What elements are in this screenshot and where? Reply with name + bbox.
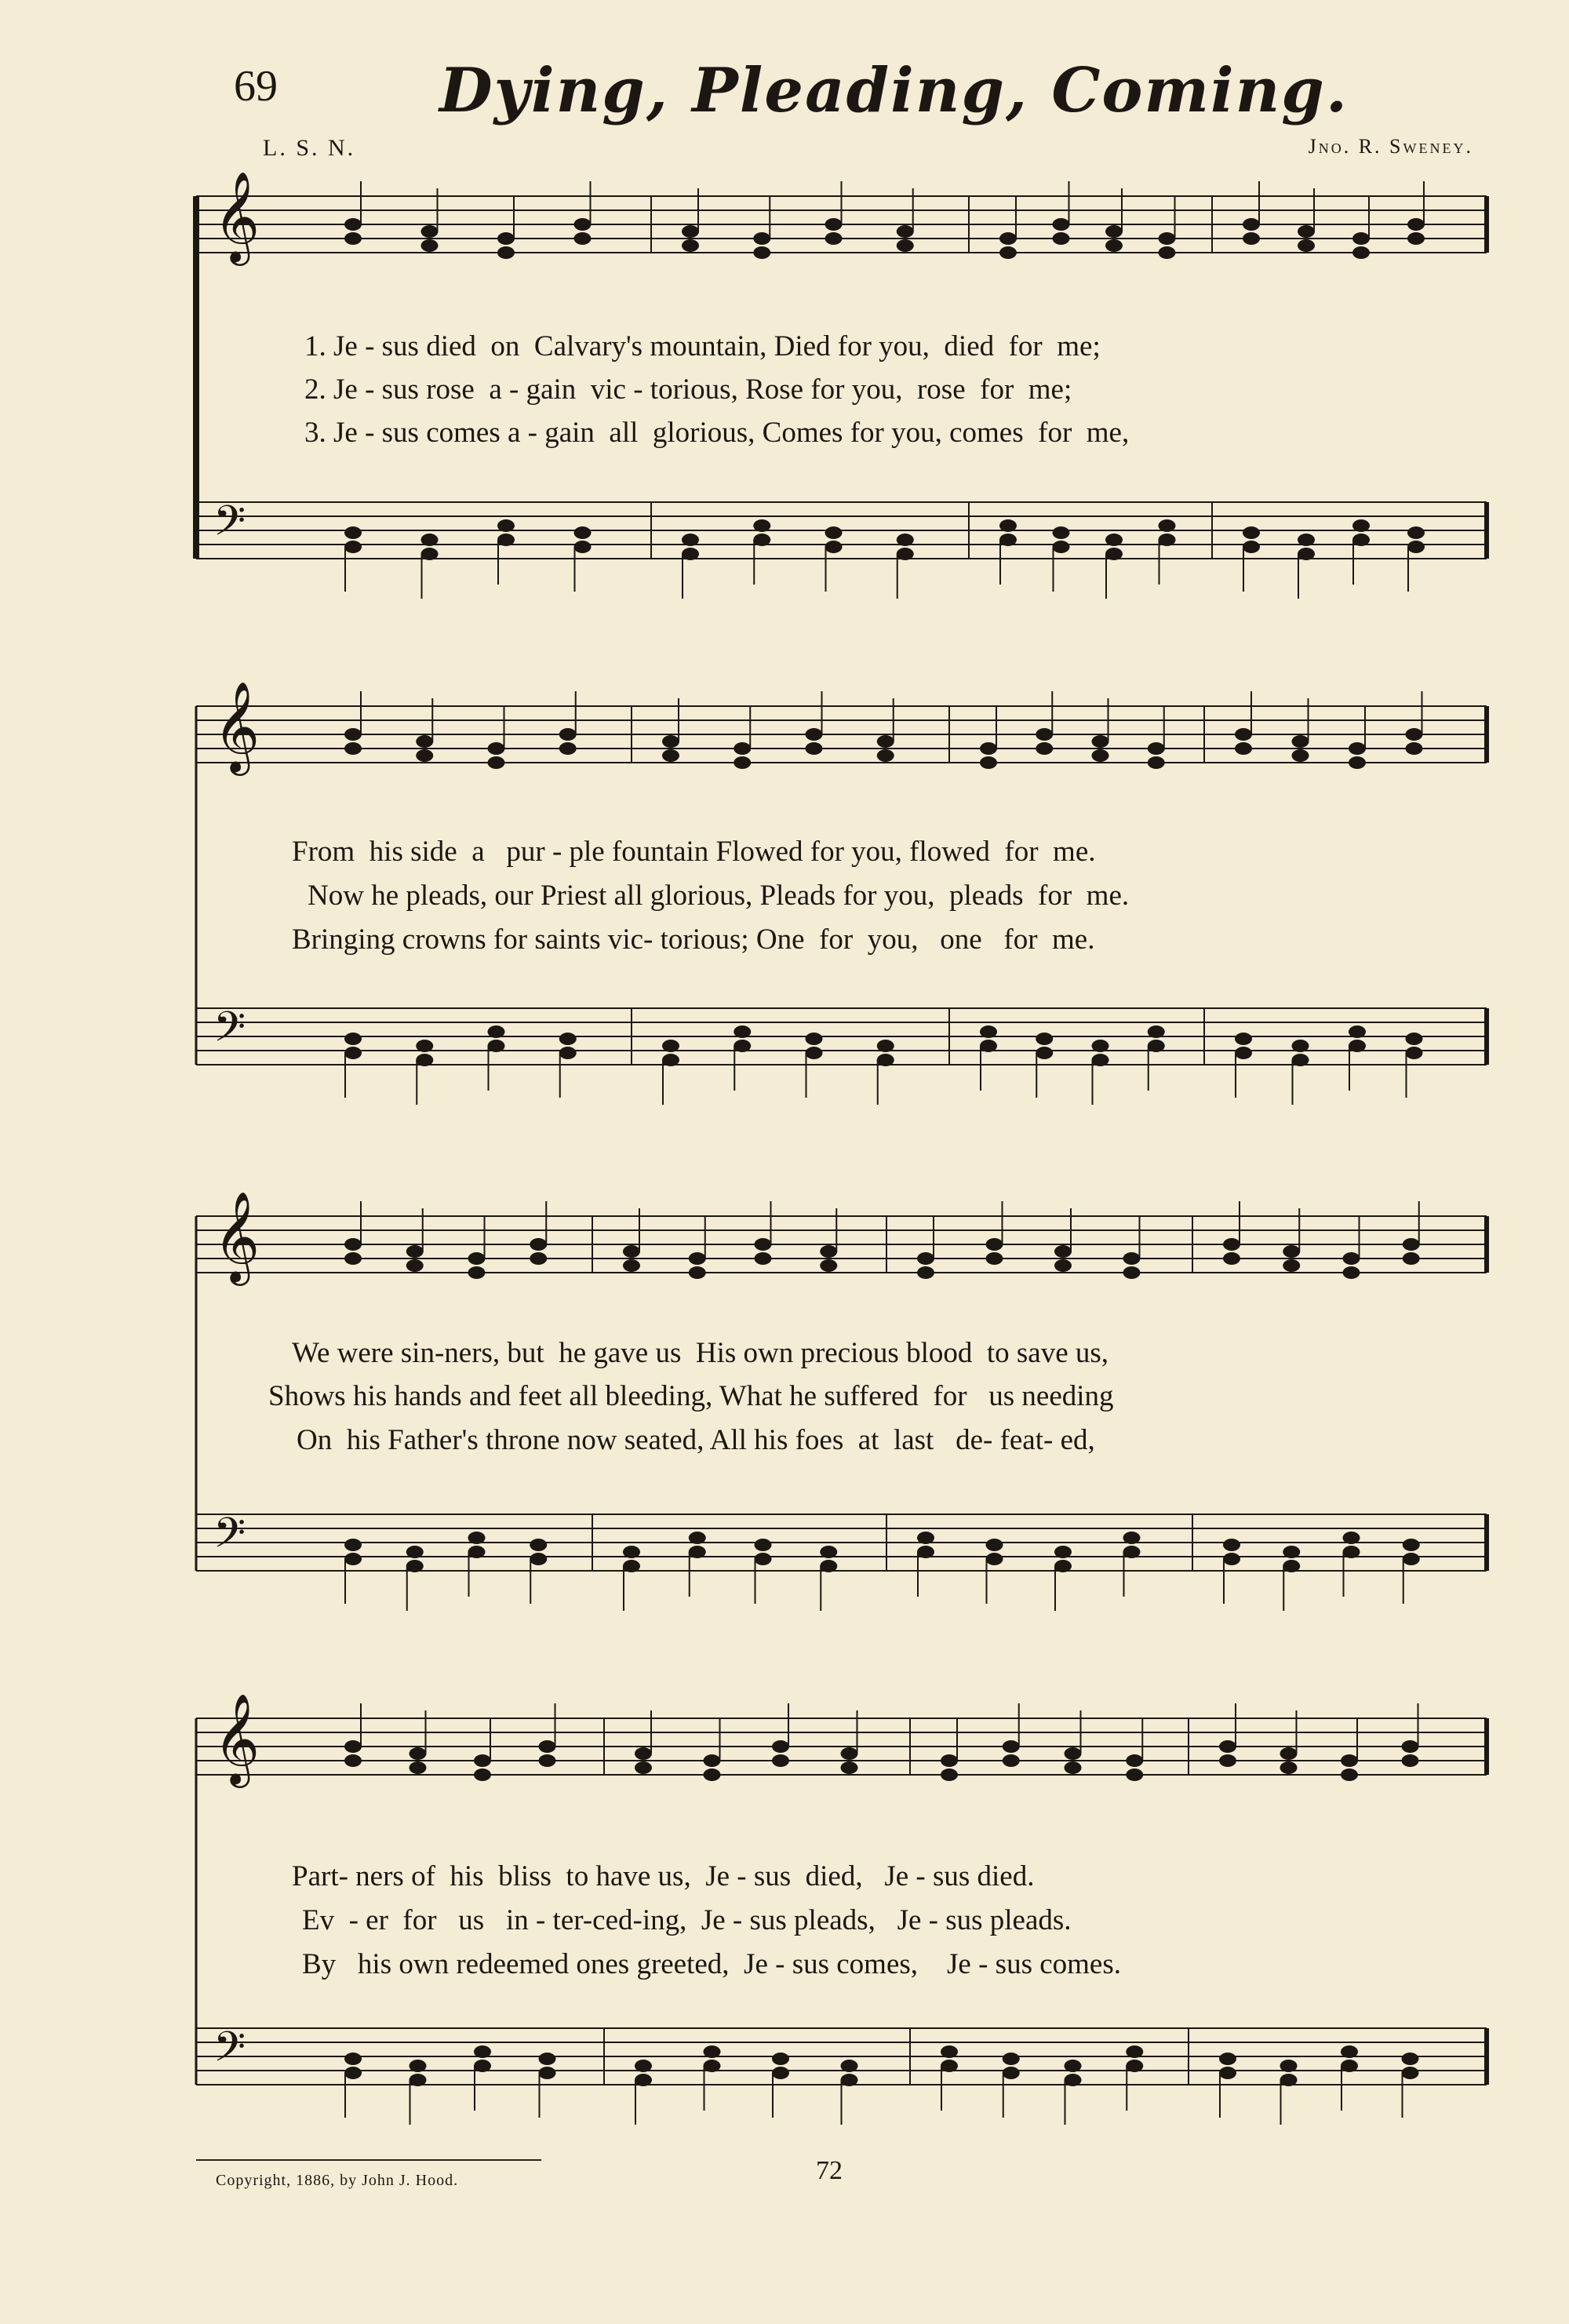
note-head [1065, 2074, 1082, 2086]
note-head [1003, 1740, 1020, 1753]
note-head [704, 1754, 721, 1767]
lyric-line: Part- ners of his bliss to have us, Je - sus died, Je - sus died. [292, 1860, 1035, 1892]
note-head [1092, 1054, 1109, 1066]
lyric-line: On his Father's throne now seated, All his foes at last de- feat- ed, [297, 1424, 1095, 1456]
note-head [574, 541, 592, 553]
note-head [574, 218, 592, 231]
note-head [1105, 239, 1123, 252]
note-head [1003, 1754, 1020, 1767]
note-head [734, 756, 751, 769]
note-head [999, 519, 1017, 532]
note-head [704, 2060, 721, 2072]
note-head [662, 1054, 679, 1066]
note-head [682, 548, 699, 560]
note-head [820, 1245, 837, 1258]
note-head [772, 2067, 789, 2079]
note-head [1148, 742, 1165, 755]
note-head [559, 728, 577, 741]
note-head [497, 246, 515, 259]
note-head [1148, 1025, 1165, 1038]
note-head [497, 232, 515, 245]
note-head [406, 1546, 424, 1558]
note-head [1292, 1040, 1309, 1052]
note-head [559, 1033, 577, 1045]
note-head [1159, 246, 1176, 259]
note-head [530, 1252, 547, 1265]
note-head [1406, 1047, 1423, 1059]
note-head [421, 534, 439, 546]
note-head [1036, 1047, 1053, 1059]
note-head [734, 742, 751, 755]
note-head [1402, 2053, 1419, 2065]
note-head [980, 742, 997, 755]
note-head [1343, 1546, 1360, 1558]
note-head [559, 742, 577, 755]
note-head [406, 1245, 424, 1258]
note-head [1123, 1546, 1141, 1558]
note-head [986, 1252, 1003, 1265]
note-head [344, 1553, 362, 1565]
note-head [841, 1761, 858, 1774]
note-head [1352, 534, 1370, 546]
note-head [1406, 728, 1423, 741]
lyric-line: Shows his hands and feet all bleeding, What he suffered for us needing [268, 1380, 1114, 1412]
note-head [941, 1768, 958, 1781]
treble-clef: 𝄞 [213, 1692, 260, 1784]
staff-layer [196, 170, 1487, 2125]
note-head [344, 1754, 362, 1767]
note-head [662, 735, 679, 748]
note-head [1341, 2045, 1358, 2058]
note-head [497, 519, 515, 532]
note-head [662, 749, 679, 762]
note-head [1402, 1754, 1419, 1767]
note-head [1065, 1761, 1082, 1774]
note-head [635, 1761, 652, 1774]
copyright-notice: Copyright, 1886, by John J. Hood. [216, 2172, 459, 2189]
note-head [1003, 2053, 1020, 2065]
note-head [1126, 2045, 1143, 2058]
note-head [1283, 1546, 1300, 1558]
note-head [1283, 1245, 1300, 1258]
note-head [1054, 1546, 1072, 1558]
note-head [897, 548, 914, 560]
note-head [635, 2060, 652, 2072]
note-head [689, 1546, 706, 1558]
note-head [1053, 218, 1070, 231]
note-head [539, 1740, 556, 1753]
note-head [1105, 548, 1123, 560]
note-head [406, 1560, 424, 1572]
note-head [1223, 1252, 1240, 1265]
note-head [1402, 2067, 1419, 2079]
note-head [1092, 749, 1109, 762]
note-head [1092, 735, 1109, 748]
note-head [753, 246, 770, 259]
note-head [825, 218, 843, 231]
note-head [1126, 2060, 1143, 2072]
note-head [999, 246, 1017, 259]
footer-rule [196, 2159, 541, 2161]
note-head [917, 1546, 934, 1558]
bass-clef: 𝄢 [213, 497, 246, 556]
note-head [1292, 735, 1309, 748]
lyric-line: 2. Je - sus rose a - gain vic - torious, Rose for you, rose for me; [304, 373, 1072, 406]
note-head [1219, 1740, 1236, 1753]
note-head [406, 1259, 424, 1272]
treble-clef: 𝄞 [213, 680, 260, 772]
note-head [488, 756, 505, 769]
note-head [980, 756, 997, 769]
note-head [1407, 541, 1425, 553]
note-head [753, 519, 770, 532]
note-head [1053, 526, 1070, 539]
note-head [1223, 1238, 1240, 1251]
note-head [559, 1047, 577, 1059]
note-head [772, 1754, 789, 1767]
note-head [1349, 756, 1366, 769]
note-head [1235, 1033, 1252, 1045]
note-head [753, 534, 770, 546]
note-head [877, 1054, 894, 1066]
note-head [1352, 232, 1370, 245]
note-head [416, 749, 433, 762]
note-head [1105, 534, 1123, 546]
note-head [1349, 742, 1366, 755]
note-head [1298, 548, 1315, 560]
note-head [1403, 1553, 1420, 1565]
note-head [999, 232, 1017, 245]
note-head [1243, 218, 1260, 231]
note-head [1219, 1754, 1236, 1767]
note-head [1280, 2060, 1298, 2072]
note-head [877, 749, 894, 762]
note-head [841, 2074, 858, 2086]
note-head [623, 1245, 640, 1258]
note-head [806, 742, 823, 755]
note-head [1352, 246, 1370, 259]
note-head [1243, 526, 1260, 539]
note-head [1343, 1266, 1360, 1279]
note-head [917, 1532, 934, 1544]
note-head [734, 1025, 751, 1038]
note-head [1054, 1245, 1072, 1258]
note-head [416, 1040, 433, 1052]
note-head [1159, 534, 1176, 546]
note-head [1123, 1252, 1141, 1265]
note-head [806, 1047, 823, 1059]
note-head [344, 232, 362, 245]
note-head [410, 1747, 427, 1760]
note-head [344, 742, 362, 755]
note-head [1298, 239, 1315, 252]
note-head [635, 2074, 652, 2086]
note-head [1406, 742, 1423, 755]
note-head [1406, 1033, 1423, 1045]
note-head [1219, 2067, 1236, 2079]
note-head [1065, 2060, 1082, 2072]
note-head [1003, 2067, 1020, 2079]
lyric-line: By his own redeemed ones greeted, Je - sus comes, Je - sus comes. [302, 1948, 1121, 1980]
note-head [1341, 1768, 1358, 1781]
note-head [986, 1238, 1003, 1251]
note-head [820, 1546, 837, 1558]
note-head [344, 1047, 362, 1059]
note-head [344, 1539, 362, 1551]
note-head [662, 1040, 679, 1052]
note-head [1352, 519, 1370, 532]
lyric-line: 1. Je - sus died on Calvary's mountain, Died for you, died for me; [304, 330, 1101, 362]
note-head [897, 534, 914, 546]
note-head [474, 1754, 491, 1767]
note-head [820, 1560, 837, 1572]
note-head [474, 1768, 491, 1781]
page-number: 72 [816, 2156, 843, 2185]
note-head [416, 1054, 433, 1066]
note-head [1036, 728, 1053, 741]
note-head [1280, 1761, 1298, 1774]
note-head [623, 1259, 640, 1272]
note-head [806, 1033, 823, 1045]
note-head [344, 218, 362, 231]
note-head [410, 1761, 427, 1774]
note-head [1283, 1259, 1300, 1272]
note-head [488, 1040, 505, 1052]
note-head [1407, 218, 1425, 231]
note-head [917, 1252, 934, 1265]
note-head [1159, 519, 1176, 532]
note-head [1053, 232, 1070, 245]
note-head [1243, 541, 1260, 553]
note-head [1105, 225, 1123, 238]
treble-clef: 𝄞 [213, 1190, 260, 1282]
note-head [410, 2074, 427, 2086]
note-head [1054, 1560, 1072, 1572]
bass-clef: 𝄢 [213, 1004, 246, 1062]
note-head [753, 232, 770, 245]
note-head [539, 1754, 556, 1767]
note-head [1159, 232, 1176, 245]
note-head [1402, 1740, 1419, 1753]
note-head [1065, 1747, 1082, 1760]
note-head [530, 1238, 547, 1251]
note-head [468, 1266, 486, 1279]
note-head [344, 1033, 362, 1045]
note-head [877, 735, 894, 748]
note-head [1054, 1259, 1072, 1272]
note-head [755, 1553, 772, 1565]
note-head [1223, 1553, 1240, 1565]
note-head [755, 1238, 772, 1251]
lyric-line: Bringing crowns for saints vic- torious; One for you, one for me. [292, 923, 1095, 956]
note-head [1298, 534, 1315, 546]
note-head [734, 1040, 751, 1052]
note-head [410, 2060, 427, 2072]
composer-credit: Jno. R. Sweney. [1308, 135, 1473, 158]
note-head [917, 1266, 934, 1279]
note-head [1036, 1033, 1053, 1045]
note-head [1235, 1047, 1252, 1059]
note-head [1349, 1025, 1366, 1038]
note-head [468, 1252, 486, 1265]
note-head [1092, 1040, 1109, 1052]
note-head [344, 526, 362, 539]
note-head [344, 1740, 362, 1753]
note-head [986, 1553, 1003, 1565]
note-head [497, 534, 515, 546]
note-head [1280, 2074, 1298, 2086]
lyric-line: We were sin-ners, but he gave us His own precious blood to save us, [292, 1337, 1109, 1369]
note-head [344, 541, 362, 553]
note-head [1292, 749, 1309, 762]
note-head [689, 1532, 706, 1544]
lyricist-credit: L. S. N. [263, 135, 356, 161]
note-head [1235, 728, 1252, 741]
note-head [1292, 1054, 1309, 1066]
hymn-number: 69 [234, 62, 278, 111]
note-head [574, 232, 592, 245]
note-head [1219, 2053, 1236, 2065]
note-head [877, 1040, 894, 1052]
note-head [1123, 1532, 1141, 1544]
note-head [1243, 232, 1260, 245]
note-head [530, 1553, 547, 1565]
note-head [1341, 1754, 1358, 1767]
note-head [825, 526, 843, 539]
note-head [1283, 1560, 1300, 1572]
note-head [344, 1238, 362, 1251]
note-head [421, 225, 439, 238]
note-head [980, 1025, 997, 1038]
note-head [468, 1546, 486, 1558]
note-head [1235, 742, 1252, 755]
lyric-line: Now he pleads, our Priest all glorious, Pleads for you, pleads for me. [308, 880, 1130, 912]
note-head [1403, 1539, 1420, 1551]
note-head [474, 2045, 491, 2058]
note-head [941, 1754, 958, 1767]
note-head [421, 548, 439, 560]
note-head [623, 1546, 640, 1558]
note-head [539, 2067, 556, 2079]
lyric-line: Ev - er for us in - ter-ced-ing, Je - sus pleads, Je - sus pleads. [302, 1904, 1072, 1936]
note-head [841, 2060, 858, 2072]
note-head [1148, 1040, 1165, 1052]
bass-clef: 𝄢 [213, 2023, 246, 2082]
note-head [344, 2067, 362, 2079]
note-head [689, 1266, 706, 1279]
note-head [1053, 541, 1070, 553]
note-head [897, 239, 914, 252]
note-head [772, 1740, 789, 1753]
note-head [1403, 1238, 1420, 1251]
note-head [941, 2045, 958, 2058]
note-head [755, 1539, 772, 1551]
note-head [897, 225, 914, 238]
note-head [999, 534, 1017, 546]
note-head [1298, 225, 1315, 238]
note-head [941, 2060, 958, 2072]
note-head [623, 1560, 640, 1572]
note-head [1343, 1252, 1360, 1265]
note-head [574, 526, 592, 539]
note-head [682, 239, 699, 252]
hymn-title: Dying, Pleading, Coming. [439, 55, 1349, 126]
note-head [841, 1747, 858, 1760]
note-head [704, 2045, 721, 2058]
lyric-line: From his side a pur - ple fountain Flowed for you, flowed for me. [292, 836, 1096, 868]
note-head [488, 1025, 505, 1038]
note-head [1223, 1539, 1240, 1551]
note-head [1123, 1266, 1141, 1279]
note-head [772, 2053, 789, 2065]
note-head [416, 735, 433, 748]
note-head [530, 1539, 547, 1551]
note-head [682, 225, 699, 238]
note-head [344, 728, 362, 741]
treble-clef: 𝄞 [213, 170, 260, 262]
note-head [1126, 1768, 1143, 1781]
note-head [468, 1532, 486, 1544]
note-head [986, 1539, 1003, 1551]
note-head [825, 232, 843, 245]
note-head [1403, 1252, 1420, 1265]
note-head [474, 2060, 491, 2072]
note-head [1148, 756, 1165, 769]
note-head [1341, 2060, 1358, 2072]
note-head [421, 239, 439, 252]
note-head [704, 1768, 721, 1781]
note-head [344, 2053, 362, 2065]
note-head [1407, 526, 1425, 539]
note-head [825, 541, 843, 553]
note-head [755, 1252, 772, 1265]
note-head [539, 2053, 556, 2065]
lyric-line: 3. Je - sus comes a - gain all glorious, Comes for you, comes for me, [304, 417, 1130, 449]
note-head [980, 1040, 997, 1052]
note-head [1343, 1532, 1360, 1544]
note-head [820, 1259, 837, 1272]
note-head [1126, 1754, 1143, 1767]
note-head [682, 534, 699, 546]
note-head [1280, 1747, 1298, 1760]
note-head [689, 1252, 706, 1265]
bass-clef: 𝄢 [213, 1510, 246, 1568]
note-head [806, 728, 823, 741]
note-head [1407, 232, 1425, 245]
note-head [488, 742, 505, 755]
note-head [344, 1252, 362, 1265]
note-head [1349, 1040, 1366, 1052]
note-head [635, 1747, 652, 1760]
note-head [1036, 742, 1053, 755]
